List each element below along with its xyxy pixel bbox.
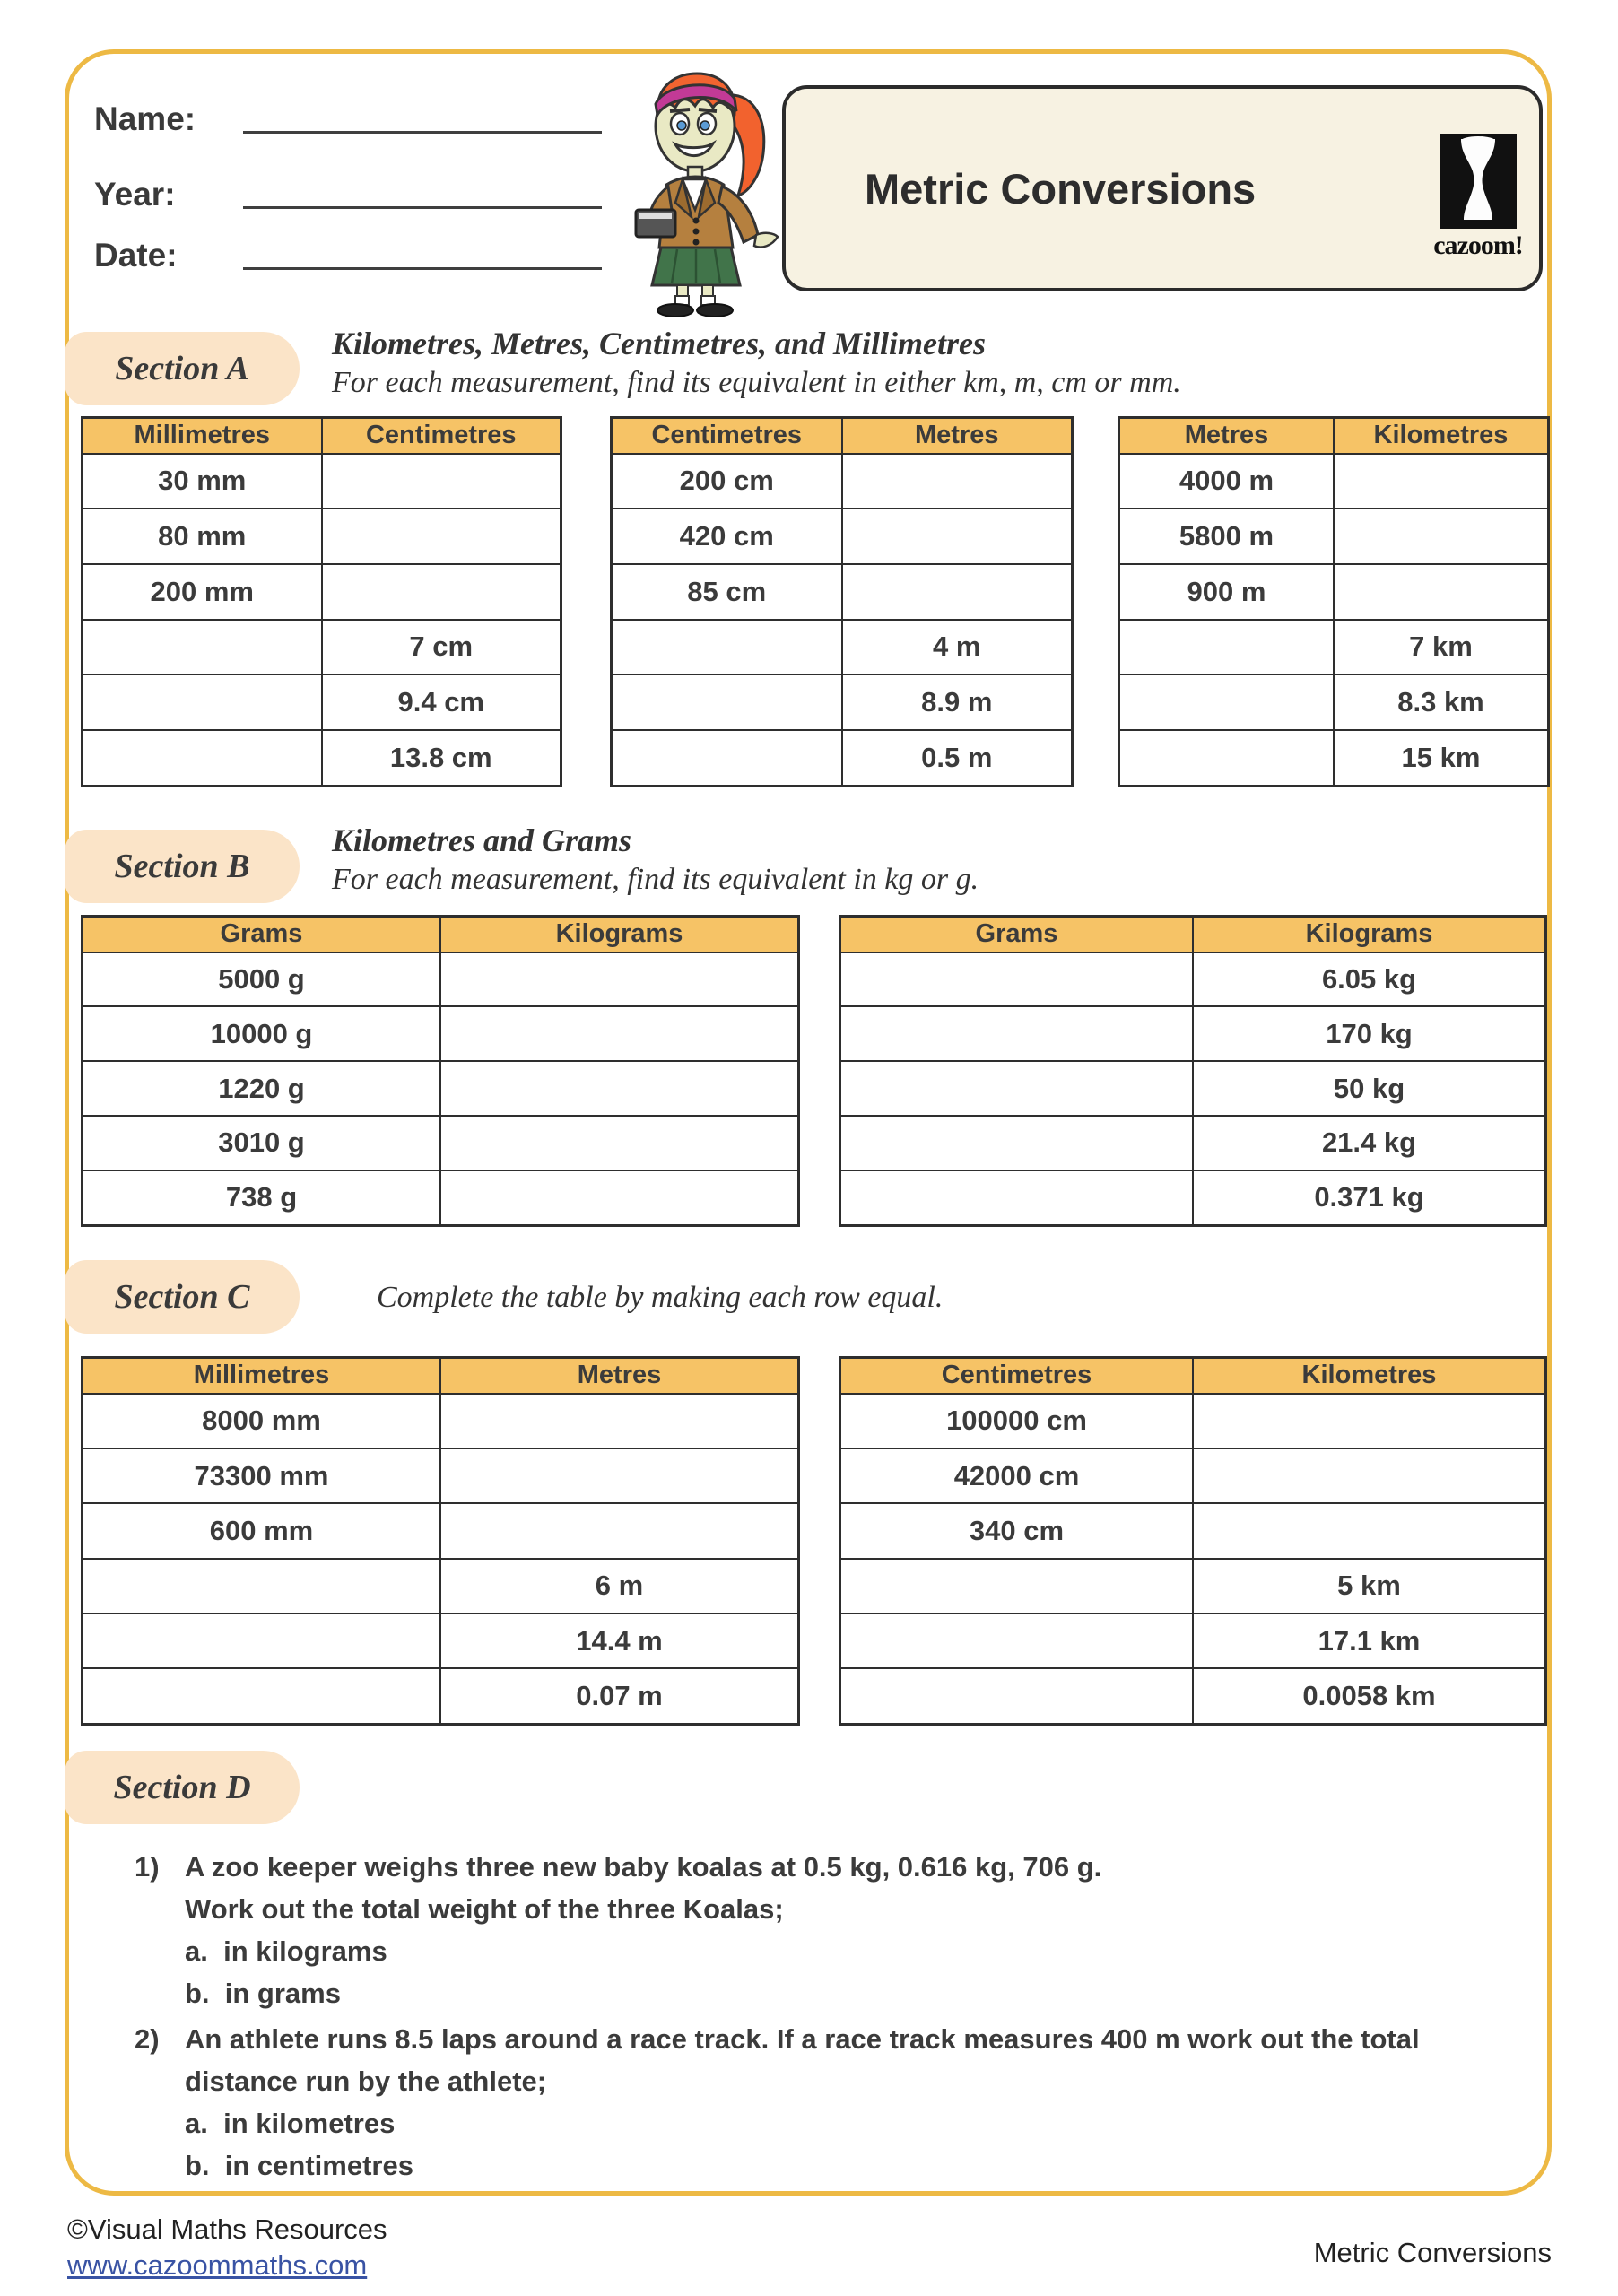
table-cell-blank: [840, 1613, 1194, 1668]
table-row: [840, 952, 1546, 1007]
year-blank-line: [243, 178, 602, 209]
conversion-table: [81, 915, 800, 1227]
table-cell-blank: [1193, 1503, 1546, 1558]
table-cell-blank: [1119, 730, 1335, 787]
table-cell-blank: [840, 1061, 1194, 1116]
table-header-row: [840, 917, 1546, 952]
table-cell-blank: [322, 564, 561, 620]
table-cell-blank: [440, 1503, 799, 1558]
table-cell-blank: [1119, 620, 1335, 675]
table-row: [840, 1448, 1546, 1503]
question-1-line-2: Work out the total weight of the three Koalas;: [185, 1893, 784, 1925]
table-row: [83, 674, 561, 730]
table-cell-blank: [612, 620, 842, 675]
table-row: [840, 1061, 1546, 1116]
table-row: [840, 1668, 1546, 1724]
table-cell-value: 73300 mm: [83, 1448, 441, 1503]
table-row: [1119, 674, 1549, 730]
table-header-row: [83, 418, 561, 454]
conversion-table: [839, 1356, 1547, 1726]
table-cell-value: 5 km: [1193, 1559, 1546, 1613]
name-blank-line: [243, 103, 602, 134]
table-cell-blank: [840, 1116, 1194, 1170]
table-row: [840, 1613, 1546, 1668]
table-header-row: [83, 1358, 799, 1394]
table-row: [1119, 730, 1549, 787]
date-row: [94, 237, 602, 274]
table-cell-value: 8.3 km: [1334, 674, 1549, 730]
table-cell-value: 80 mm: [83, 509, 322, 564]
table-row: [840, 1394, 1546, 1448]
goblet-icon: [1440, 134, 1517, 229]
table-header-cell: Kilometres: [1193, 1358, 1546, 1394]
table-row: [1119, 620, 1549, 675]
table-cell-value: 7 cm: [322, 620, 561, 675]
year-label: Year:: [94, 176, 176, 213]
page-title: Metric Conversions: [865, 164, 1257, 213]
table-cell-blank: [1334, 454, 1549, 509]
table-row: [612, 620, 1073, 675]
table-header-cell: Kilograms: [1193, 917, 1546, 952]
table-cell-value: 15 km: [1334, 730, 1549, 787]
table-cell-value: 5800 m: [1119, 509, 1335, 564]
table-row: [83, 620, 561, 675]
table-row: [83, 1668, 799, 1724]
table-cell-blank: [842, 454, 1073, 509]
table-header-cell: Grams: [83, 917, 441, 952]
table-cell-blank: [440, 1448, 799, 1503]
question-2-number: 2): [135, 2023, 160, 2055]
table-row: [83, 1559, 799, 1613]
cazoommaths-link[interactable]: www.cazoommaths.com: [67, 2249, 368, 2281]
table-cell-value: 9.4 cm: [322, 674, 561, 730]
table-cell-blank: [1334, 509, 1549, 564]
table-cell-blank: [440, 1116, 799, 1170]
table-millimetres-centimetres: [81, 416, 562, 787]
conversion-table: [1118, 416, 1550, 787]
table-cell-value: 0.07 m: [440, 1668, 799, 1724]
table-cell-blank: [440, 1394, 799, 1448]
table-header-row: [612, 418, 1073, 454]
copyright-text: ©Visual Maths Resources: [67, 2213, 387, 2245]
table-cell-blank: [440, 1170, 799, 1226]
table-row: [83, 952, 799, 1007]
table-cell-value: 17.1 km: [1193, 1613, 1546, 1668]
table-row: [612, 454, 1073, 509]
table-millimetres-metres: [81, 1356, 800, 1726]
table-header-cell: Metres: [1119, 418, 1335, 454]
table-cell-value: 42000 cm: [840, 1448, 1194, 1503]
section-a-instruction: For each measurement, find its equivalent in either km, m, cm or mm.: [332, 366, 1181, 399]
table-header-cell: Millimetres: [83, 1358, 441, 1394]
table-cell-value: 170 kg: [1193, 1006, 1546, 1061]
table-cell-value: 14.4 m: [440, 1613, 799, 1668]
table-cell-value: 900 m: [1119, 564, 1335, 620]
table-header-row: [840, 1358, 1546, 1394]
table-cell-value: 340 cm: [840, 1503, 1194, 1558]
table-cell-value: 200 cm: [612, 454, 842, 509]
table-row: [840, 1170, 1546, 1226]
table-cell-value: 13.8 cm: [322, 730, 561, 787]
section-c-instruction: Complete the table by making each row equal.: [377, 1281, 944, 1314]
date-blank-line: [243, 239, 602, 270]
table-cell-blank: [83, 1559, 441, 1613]
table-row: [83, 509, 561, 564]
student-character-illustration: [613, 59, 844, 319]
conversion-table: [839, 915, 1547, 1227]
table-cell-blank: [612, 674, 842, 730]
table-row: [83, 1448, 799, 1503]
table-cell-blank: [840, 1170, 1194, 1226]
table-header-cell: Kilograms: [440, 917, 799, 952]
table-cell-value: 21.4 kg: [1193, 1116, 1546, 1170]
table-cell-blank: [840, 1559, 1194, 1613]
table-cell-value: 7 km: [1334, 620, 1549, 675]
footer-doc-title: Metric Conversions: [1313, 2237, 1552, 2268]
conversion-table: [81, 416, 562, 787]
table-cell-blank: [440, 1006, 799, 1061]
table-cell-blank: [83, 1668, 441, 1724]
conversion-table: [610, 416, 1074, 787]
table-header-cell: Grams: [840, 917, 1194, 952]
table-header-cell: Kilometres: [1334, 418, 1549, 454]
section-c-label: Section C: [65, 1260, 300, 1334]
section-d-label: Section D: [65, 1751, 300, 1824]
question-1-line-1: A zoo keeper weighs three new baby koalas at 0.5 kg, 0.616 kg, 706 g.: [185, 1851, 1102, 1883]
question-2-line-2: distance run by the athlete;: [185, 2066, 547, 2097]
year-row: [94, 176, 602, 213]
question-1-item-a: a. in kilograms: [185, 1935, 387, 1967]
table-cell-value: 8000 mm: [83, 1394, 441, 1448]
table-row: [83, 1116, 799, 1170]
name-label: Name:: [94, 100, 196, 137]
table-cell-value: 200 mm: [83, 564, 322, 620]
table-cell-value: 6.05 kg: [1193, 952, 1546, 1007]
question-2-item-a: a. in kilometres: [185, 2108, 396, 2139]
table-row: [83, 1061, 799, 1116]
table-row: [840, 1503, 1546, 1558]
table-cell-blank: [1334, 564, 1549, 620]
table-header-cell: Centimetres: [322, 418, 561, 454]
table-cell-value: 0.0058 km: [1193, 1668, 1546, 1724]
table-cell-value: 6 m: [440, 1559, 799, 1613]
table-centimetres-metres: [610, 416, 1074, 787]
table-header-cell: Metres: [842, 418, 1073, 454]
table-cell-blank: [612, 730, 842, 787]
table-cell-blank: [1119, 674, 1335, 730]
table-cell-blank: [840, 952, 1194, 1007]
table-row: [840, 1006, 1546, 1061]
logo-wordmark: cazoom!: [1433, 230, 1523, 260]
question-2-line-1: An athlete runs 8.5 laps around a race track. If a race track measures 400 m work out the total: [185, 2023, 1420, 2055]
table-row: [1119, 564, 1549, 620]
table-cell-value: 10000 g: [83, 1006, 441, 1061]
table-cell-value: 8.9 m: [842, 674, 1073, 730]
table-row: [1119, 454, 1549, 509]
table-cell-blank: [840, 1668, 1194, 1724]
question-2-item-b: b. in centimetres: [185, 2150, 413, 2181]
table-cell-blank: [83, 730, 322, 787]
table-cell-value: 30 mm: [83, 454, 322, 509]
table-cell-value: 85 cm: [612, 564, 842, 620]
table-cell-blank: [1193, 1394, 1546, 1448]
cazoom-logo: [1424, 134, 1532, 261]
table-row: [612, 674, 1073, 730]
table-cell-blank: [440, 1061, 799, 1116]
table-cell-blank: [83, 674, 322, 730]
question-1-item-b: b. in grams: [185, 1978, 341, 2009]
table-cell-blank: [440, 952, 799, 1007]
table-cell-value: 600 mm: [83, 1503, 441, 1558]
section-b-heading: Kilometres and Grams: [332, 822, 632, 858]
table-row: [83, 1503, 799, 1558]
table-row: [83, 1394, 799, 1448]
table-cell-blank: [83, 1613, 441, 1668]
table-cell-value: 4000 m: [1119, 454, 1335, 509]
table-row: [1119, 509, 1549, 564]
table-cell-value: 3010 g: [83, 1116, 441, 1170]
question-2-body: [185, 2018, 1420, 2187]
table-header-cell: Millimetres: [83, 418, 322, 454]
table-cell-blank: [322, 509, 561, 564]
table-row: [840, 1559, 1546, 1613]
table-cell-value: 5000 g: [83, 952, 441, 1007]
table-cell-blank: [842, 509, 1073, 564]
table-row: [83, 1006, 799, 1061]
table-row: [840, 1116, 1546, 1170]
table-grams-kilograms-left: [81, 915, 800, 1227]
table-grams-kilograms-right: [839, 915, 1547, 1227]
table-header-row: [1119, 418, 1549, 454]
table-cell-value: 420 cm: [612, 509, 842, 564]
table-row: [83, 564, 561, 620]
question-1: [135, 1846, 1101, 2014]
table-cell-value: 0.5 m: [842, 730, 1073, 787]
table-header-cell: Centimetres: [840, 1358, 1194, 1394]
date-label: Date:: [94, 237, 178, 274]
table-cell-blank: [842, 564, 1073, 620]
table-row: [83, 454, 561, 509]
conversion-table: [81, 1356, 800, 1726]
table-centimetres-kilometres: [839, 1356, 1547, 1726]
table-cell-value: 4 m: [842, 620, 1073, 675]
table-cell-value: 0.371 kg: [1193, 1170, 1546, 1226]
table-row: [612, 730, 1073, 787]
worksheet-title-box: [782, 85, 1543, 291]
section-a-label: Section A: [65, 332, 300, 405]
table-metres-kilometres: [1118, 416, 1550, 787]
table-cell-value: 50 kg: [1193, 1061, 1546, 1116]
section-b-instruction: For each measurement, find its equivalent in kg or g.: [332, 863, 979, 896]
table-row: [83, 1613, 799, 1668]
table-row: [612, 564, 1073, 620]
question-1-body: [185, 1846, 1101, 2014]
section-a-heading: Kilometres, Metres, Centimetres, and Millimetres: [332, 326, 986, 361]
table-row: [83, 1170, 799, 1226]
section-b-label: Section B: [65, 830, 300, 903]
table-cell-value: 1220 g: [83, 1061, 441, 1116]
table-cell-blank: [83, 620, 322, 675]
question-1-number: 1): [135, 1851, 160, 1883]
table-cell-value: 100000 cm: [840, 1394, 1194, 1448]
table-cell-blank: [322, 454, 561, 509]
table-header-cell: Metres: [440, 1358, 799, 1394]
table-header-row: [83, 917, 799, 952]
table-row: [83, 730, 561, 787]
name-row: [94, 100, 602, 138]
table-cell-blank: [1193, 1448, 1546, 1503]
table-header-cell: Centimetres: [612, 418, 842, 454]
table-cell-blank: [840, 1006, 1194, 1061]
table-cell-value: 738 g: [83, 1170, 441, 1226]
table-row: [612, 509, 1073, 564]
question-2: [135, 2018, 1420, 2187]
